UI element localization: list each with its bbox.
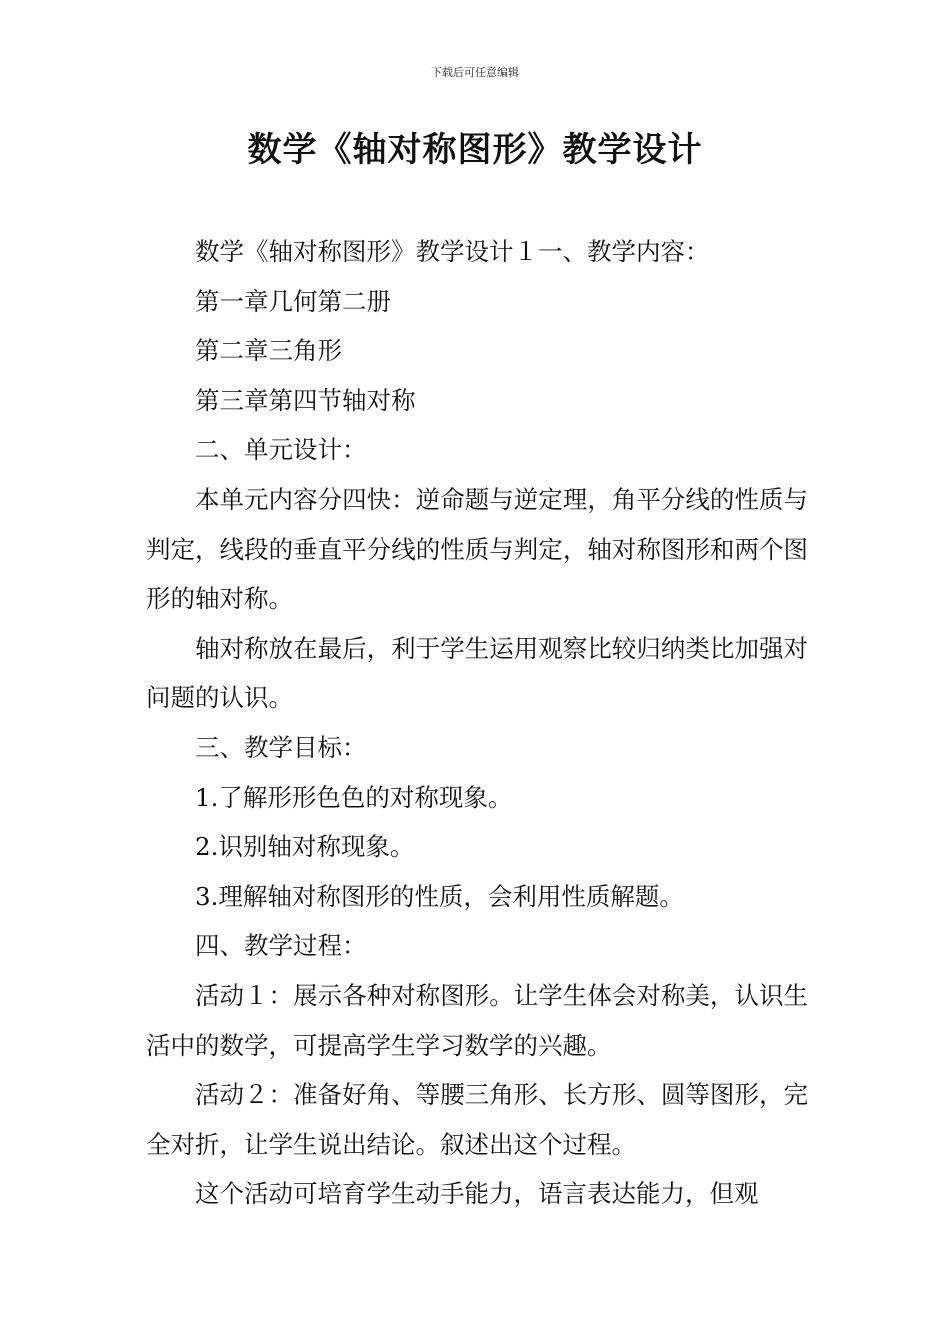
paragraph: 数学《轴对称图形》教学设计１一、教学内容： — [195, 237, 710, 266]
paragraph: 第二章三角形 — [195, 336, 342, 366]
paragraph: 本单元内容分四快：逆命题与逆定理，角平分线的性质与判定，线段的垂直平分线的性质与判定，轴对称图形和两个图形的轴对称。 — [146, 484, 808, 614]
paragraph: 轴对称放在最后，利于学生运用观察比较归纳类比加强对问题的认识。 — [146, 633, 808, 713]
paragraph: 三、教学目标： — [195, 732, 367, 762]
paragraph: 二、单元设计： — [195, 435, 367, 465]
paragraph: 活动１：展示各种对称图形。让学生体会对称美，认识生活中的数学，可提高学生学习数学的兴趣。 — [146, 980, 808, 1060]
document-title: 数学《轴对称图形》教学设计 — [247, 130, 703, 170]
paragraph: 第三章第四节轴对称 — [195, 385, 416, 415]
document-body — [146, 227, 808, 1219]
paragraph: 第一章几何第二册 — [195, 286, 391, 316]
header-note: 下载后可任意编辑 — [431, 66, 519, 79]
paragraph: 这个活动可培育学生动手能力，语言表达能力，但观 — [195, 1179, 759, 1209]
paragraph: 3.理解轴对称图形的性质，会利用性质解题。 — [195, 881, 684, 911]
paragraph: 1.了解形形色色的对称现象。 — [195, 782, 513, 812]
paragraph: 2.识别轴对称现象。 — [195, 832, 415, 862]
paragraph: 四、教学过程： — [195, 931, 367, 961]
paragraph: 活动２：准备好角、等腰三角形、长方形、圆等图形，完全对折，让学生说出结论。叙述出这个过程。 — [146, 1080, 808, 1159]
